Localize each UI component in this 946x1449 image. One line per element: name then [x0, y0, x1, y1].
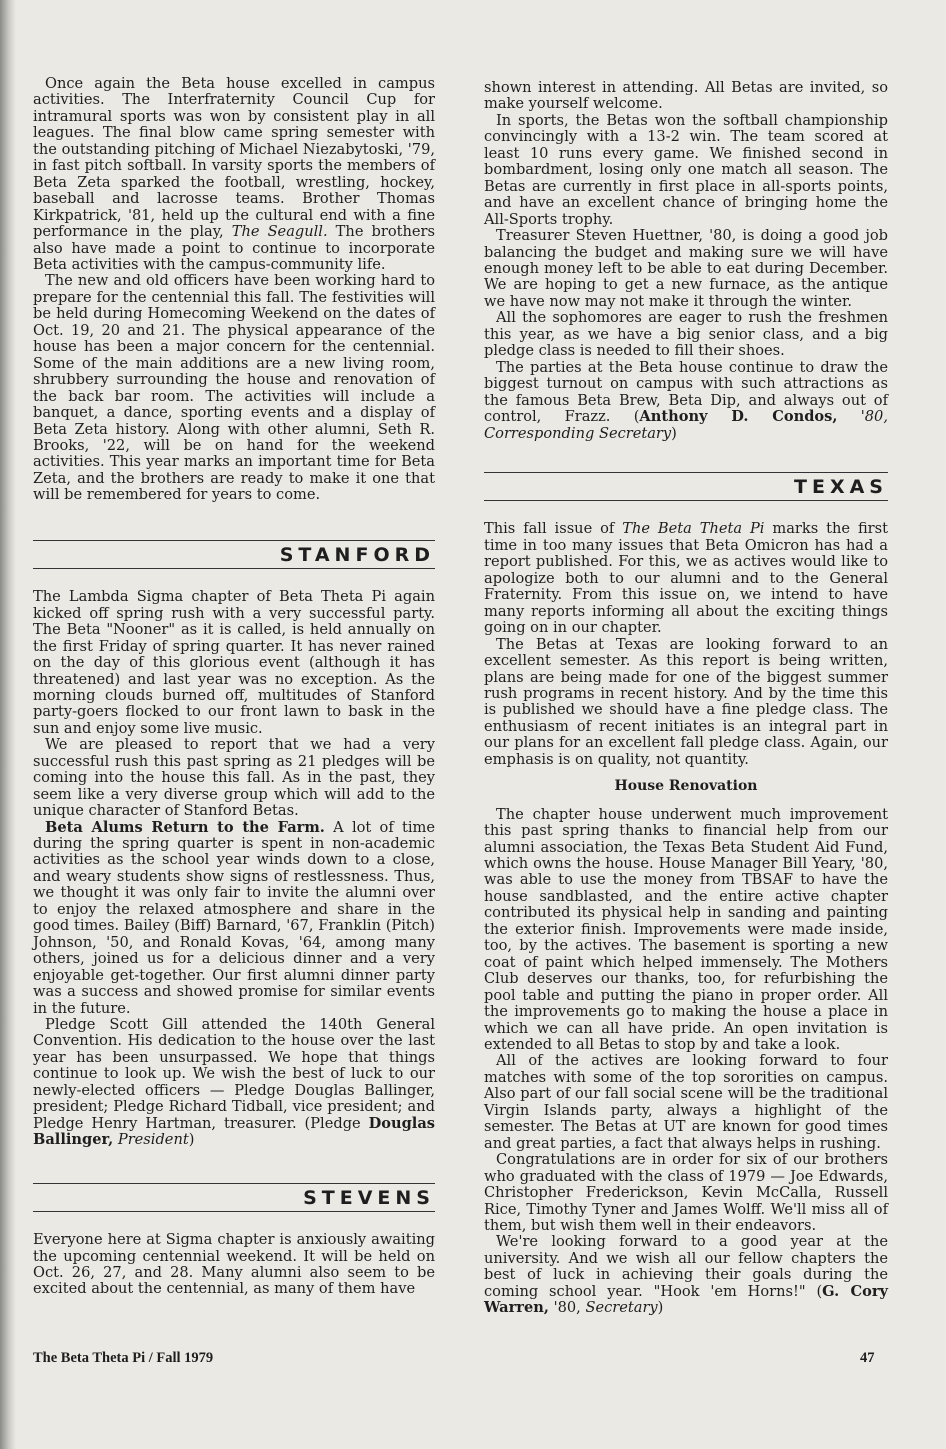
texas-rule-top — [484, 472, 888, 473]
stevens-rule-top — [33, 1183, 435, 1184]
texas-paragraph-2: The Betas at Texas are looking forward to an excellent semester. As this report is being written, plans are being made for one of the biggest summer rush programs in recent history. And by the time this is published we should have a fine pledge class. The enthusiasm of recent initiates is an integral part in our plans for an excellent fall pledge class. Again, our emphasis is on quality, not quantity. — [484, 635, 888, 768]
left-column — [33, 76, 435, 1298]
stevens-continued-3: Treasurer Steven Huettner, '80, is doing a good job balancing the budget and making sure we will have enough money left to be able to eat during December. We are hoping to get a new furnace, as the antique we have now may not make it through the winter. — [484, 227, 888, 310]
stanford-paragraph-4: Pledge Scott Gill attended the 140th General Convention. His dedication to the house over the last year has been unsurpassed. We hope that things continue to look up. We wish the best of luck to our newly-elected officers — Pledge Douglas Ballinger, president; Pledge Richard Tidball, vice president; and Pledge Henry Hartman, treasurer. (Pledge Douglas Ballinger, President) — [33, 1016, 435, 1149]
texas-paragraph-1: This fall issue of The Beta Theta Pi marks the first time in too many issues that Beta Omicron has had a report published. For this, we as actives would like to apologize both to our alumni and to the General Fraternity. From this issue on, we intend to have many reports informing all about the exciting things going on in our chapter. — [484, 520, 889, 637]
stevens-continued-2: In sports, the Betas won the softball championship convincingly with a 13-2 win. The team scored at least 10 runs every game. We finished second in bombardment, losing only one match all season. The Betas are currently in first place in all-sports points, and have an excellent chance of bringing home the All-Sports trophy. — [484, 111, 888, 228]
beta-zeta-paragraph-1: Once again the Beta house excelled in campus activities. The Interfraternity Council Cup for intramural sports was won by consistent play in all leagues. The final blow came spring semester with the outstanding pitching of Michael Niezabytoski, '79, in fast pitch softball. In varsity sports the members of Beta Zeta sparked the football, wrestling, hockey, baseball and lacrosse teams. Brother Thomas Kirkpatrick, '81, held up the cultural end with a fine performance in the play, The Seagull. The brothers also have made a point to continue to incorporate Beta activities with the campus-community life. — [33, 75, 435, 273]
stanford-paragraph-1: The Lambda Sigma chapter of Beta Theta Pi again kicked off spring rush with a very successful party. The Beta "Nooner" as it is called, is held annually on the first Friday of spring quarter. It has never rained on the day of this glorious event (although it has threatened) and last year was no exception. As the morning clouds burned off, multitudes of Stanford party-goers flocked to our front lawn to bask in the sun and enjoy some live music. — [33, 588, 435, 737]
texas-paragraph-3: The chapter house underwent much improvement this past spring thanks to financial help from our alumni association, the Texas Beta Student Aid Fund, which owns the house. House Manager Bill Yeary, '80, was able to use the money from TBSAF to have the house sandblasted, and the entire active chapter contributed its physical help in sanding and painting the exterior finish. Improvements were made inside, too, by the actives. The basement is sporting a new coat of paint which helped immensely. The Mothers Club deserves our thanks, too, for refurbishing the pool table and putting the piano in proper order. All the improvements go to making the house a place in which we can all have pride. An open invitation is extended to all Betas to stop by and take a look. — [484, 805, 888, 1054]
stanford-paragraph-2: We are pleased to report that we had a very successful rush this past spring as 21 pledges will be coming into the house this fall. As in the past, they seem like a very diverse group which will add to the unique character of Stanford Betas. — [33, 736, 435, 820]
stanford-rule-top — [33, 540, 435, 541]
texas-heading: TEXAS — [794, 475, 888, 498]
house-renovation-subheading: House Renovation — [614, 778, 758, 795]
stevens-continued-4: All the sophomores are eager to rush the freshmen this year, as we have a big senior class, and a big pledge class is needed to fill their shoes. — [484, 309, 888, 360]
footer-magazine-title: The Beta Theta Pi / Fall 1979 — [33, 1350, 214, 1366]
stanford-heading: STANFORD — [279, 543, 435, 566]
stevens-continued-1: shown interest in attending. All Betas are invited, so make yourself welcome. — [484, 79, 888, 113]
stevens-paragraph-1: Everyone here at Sigma chapter is anxiously awaiting the upcoming centennial weekend. It will be held on Oct. 26, 27, and 28. Many alumni also seem to be excited about the centennial, as many of them have — [33, 1231, 435, 1298]
footer-page-number: 47 — [860, 1350, 875, 1366]
texas-paragraph-4: All of the actives are looking forward to four matches with some of the top sororities on campus. Also part of our fall social scene will be the traditional Virgin Islands party, always a highlight of the semester. The Betas at UT are known for good times and great parties, a fact that always helps in rushing. — [484, 1052, 888, 1152]
stevens-parties-paragraph: The parties at the Beta house continue to draw the biggest turnout on campus with such attractions as the famous Beta Brew, Beta Dip, and always out of control, Frazz. (Anthony D. Condos, '80, Corresponding Secretary) — [484, 358, 888, 442]
stevens-heading: STEVENS — [303, 1186, 435, 1209]
texas-paragraph-5: Congratulations are in order for six of our brothers who graduated with the class of 1979 — Joe Edwards, Christopher Frederickson, Kevin McCalla, Russell Rice, Timothy Tyner and James Wolff. We'll miss all of them, but wish them well in their endeavors. — [484, 1151, 888, 1234]
beta-zeta-paragraph-2: The new and old officers have been working hard to prepare for the centennial this fall. The festivities will be held during Homecoming Weekend on the dates of Oct. 19, 20 and 21. The physical appearance of the house has been a major concern for the centennial. Some of the main additions are a new living room, shrubbery surrounding the house and renovation of the back bar room. The activities will include a banquet, a dance, sporting events and a display of Beta Zeta history. Along with other alumni, Seth R. Brooks, '22, will be on hand for the weekend activities. This year marks an important time for Beta Zeta, and the brothers are ready to make it one that will be remembered for years to come. — [33, 272, 435, 504]
texas-paragraph-6: We're looking forward to a good year at the university. And we wish all our fellow chapters the best of luck in achieving their goals during the coming school year. "Hook 'em Horns!" (G. Cory Warren, '80, Secretary) — [484, 1233, 888, 1317]
page-binding-shadow — [0, 0, 16, 1449]
stanford-paragraph-3: Beta Alums Return to the Farm. A lot of time during the spring quarter is spent in non-academic activities as the school year winds down to a close, and weary students show signs of restlessness. Thus, we thought it was only fair to invite the alumni over to enjoy the relaxed atmosphere and share in the good times. Bailey (Biff) Barnard, '67, Franklin (Pitch) Johnson, '50, and Ronald Kovas, '64, among many others, joined us for a delicious dinner and a very enjoyable get-together. Our first alumni dinner party was a success and showed promise for similar events in the future. — [33, 818, 435, 1017]
right-column — [484, 80, 888, 1317]
